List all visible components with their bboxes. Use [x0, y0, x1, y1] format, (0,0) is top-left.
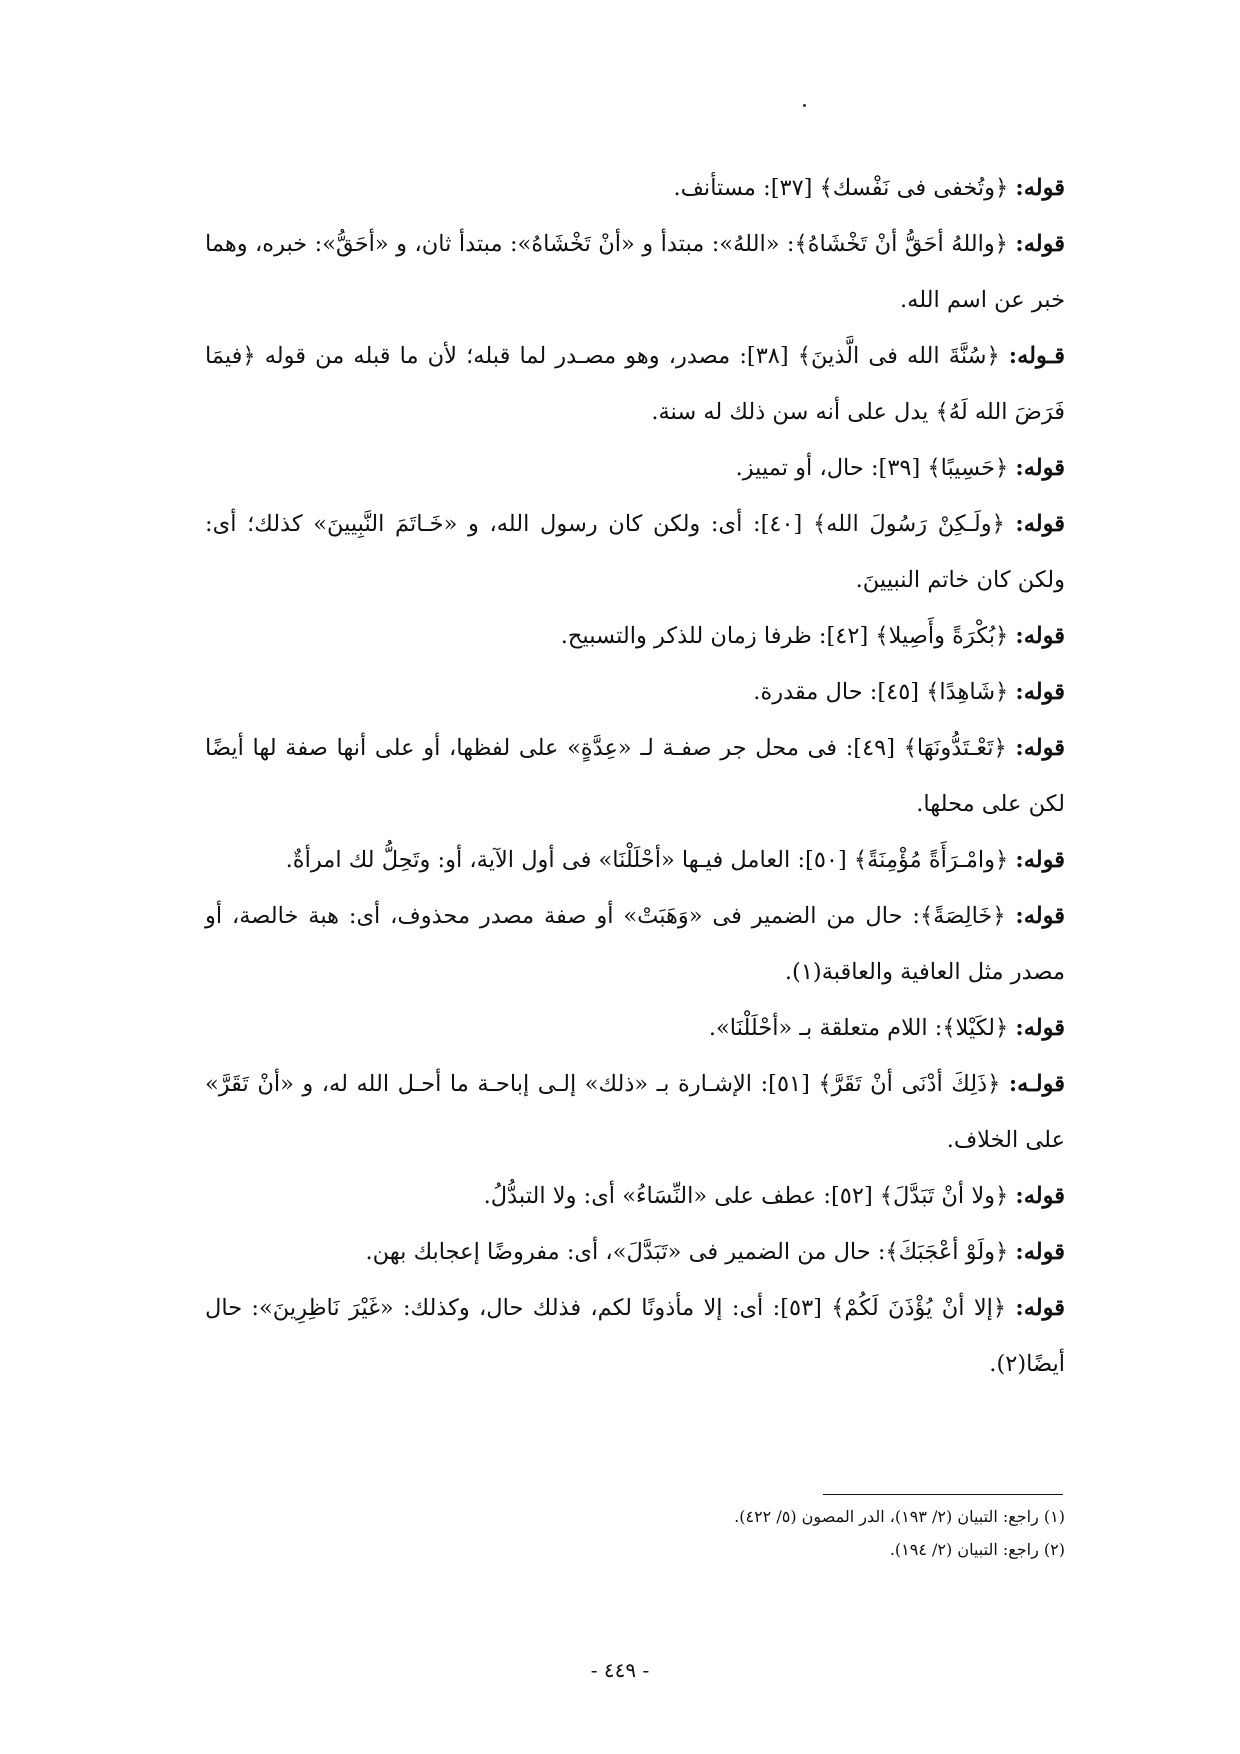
entry-text: ﴿وتُخفى فى نَفْسك﴾ [٣٧]: مستأنف.	[673, 175, 1009, 201]
entry-text: ﴿ولا أنْ تَبَدَّلَ﴾ [٥٢]: عطف على «النِّسَاءُ» أى: ولا التبدُّلُ.	[483, 1183, 1009, 1209]
entry-keyword: قوله:	[1015, 1239, 1065, 1265]
entry-keyword: قوله:	[1015, 623, 1065, 649]
entry-text: ﴿ولَـكِنْ رَسُولَ الله﴾ [٤٠]: أى: ولكن كان رسول الله، و «خَـاتَمَ النَّبِيينَ» كذلك؛ أى: ولكن كان خاتم النبيينَ.	[205, 511, 1065, 593]
entry-text: ﴿بُكْرَةً وأَصِيلا﴾ [٤٢]: ظرفا زمان للذكر والتسبيح.	[560, 623, 1009, 649]
footnotes	[205, 1500, 1065, 1566]
commentary-entry	[205, 608, 1065, 664]
commentary-entry	[205, 1280, 1065, 1392]
commentary-entry	[205, 1000, 1065, 1056]
page-number: - ٤٤٩ -	[590, 1658, 650, 1682]
entry-text: ﴿لكَيْلا﴾: اللام متعلقة بـ «أحْلَلْنَا».	[708, 1015, 1009, 1041]
entry-keyword: قوله:	[1015, 679, 1065, 705]
entry-text: ﴿واللهُ أحَقُّ أنْ تَخْشَاهُ﴾: «اللهُ»: مبتدأ و «أنْ تَخْشَاهُ»: مبتدأ ثان، و «أحَقُّ»: خبره، وهما خبر عن اسم الله.	[205, 231, 1065, 313]
entry-keyword: قوله:	[1015, 1183, 1065, 1209]
entry-text: ﴿سُنَّةَ الله فى الَّذينَ﴾ [٣٨]: مصدر، وهو مصـدر لما قبله؛ لأن ما قبله من قوله ﴿فيمَا فَرَضَ الله لَهُ﴾ يدل على أنه سن ذلك له سنة.	[205, 343, 1065, 425]
footnote-separator	[823, 1494, 1063, 1495]
entry-text: ﴿ذَلِكَ أدْنَى أنْ تَقَرَّ﴾ [٥١]: الإشـارة بـ «ذلك» إلـى إباحـة ما أحـل الله له، و «أنْ تَقَرَّ» على الخلاف.	[205, 1071, 1065, 1153]
entry-text: ﴿إلا أنْ يُؤْذَنَ لَكُمْ﴾ [٥٣]: أى: إلا مأذونًا لكم، فذلك حال، وكذلك: «غَيْرَ نَاظِرِينَ»: حال أيضًا(٢).	[205, 1295, 1065, 1377]
commentary-entry	[205, 440, 1065, 496]
entry-keyword: قوله:	[1015, 175, 1065, 201]
scan-speck	[803, 104, 806, 107]
entry-keyword: قوله:	[1015, 1015, 1065, 1041]
commentary-entry	[205, 1224, 1065, 1280]
entry-keyword: قـوله:	[1008, 343, 1065, 369]
entry-keyword: قوله:	[1015, 511, 1066, 537]
commentary-entry	[205, 496, 1065, 608]
commentary-entry	[205, 832, 1065, 888]
entry-keyword: قوله:	[1015, 903, 1065, 929]
entry-keyword: قوله:	[1015, 455, 1065, 481]
commentary-entry	[205, 1056, 1065, 1168]
entry-keyword: قوله:	[1015, 847, 1065, 873]
commentary-entry	[205, 664, 1065, 720]
entry-text: ﴿ولَوْ أعْجَبَكَ﴾: حال من الضمير فى «تَبَدَّلَ»، أى: مفروضًا إعجابك بهن.	[365, 1239, 1009, 1265]
footnote: (٢) راجع: التبيان (٢/ ١٩٤).	[889, 1540, 1065, 1559]
commentary-entry	[205, 160, 1065, 216]
entry-keyword: قولـه:	[1008, 1071, 1066, 1097]
entry-keyword: قوله:	[1015, 231, 1066, 257]
commentary-entry	[205, 720, 1065, 832]
footnote: (١) راجع: التبيان (٢/ ١٩٣)، الدر المصون (٥/ ٤٢٢).	[734, 1507, 1065, 1526]
commentary-entry	[205, 328, 1065, 440]
entry-text: ﴿شَاهِدًا﴾ [٤٥]: حال مقدرة.	[753, 679, 1009, 705]
commentary-entry	[205, 1168, 1065, 1224]
commentary-entry	[205, 888, 1065, 1000]
entry-text: ﴿وامْـرَأَةً مُؤْمِنَةً﴾ [٥٠]: العامل فيـها «أحْلَلْنَا» فى أول الآية، أو: وتَحِلُّ لك امرأةٌ.	[285, 847, 1009, 873]
entry-text: ﴿خَالِصَةً﴾: حال من الضمير فى «وَهَبَتْ» أو صفة مصدر محذوف، أى: هبة خالصة، أو مصدر مثل العافية والعاقبة(١).	[205, 903, 1065, 985]
entry-text: ﴿تَعْـتَدُّونَهَا﴾ [٤٩]: فى محل جر صفـة لـ «عِدَّةٍ» على لفظها، أو على أنها صفة لها أيضًا لكن على محلها.	[205, 735, 1065, 817]
entry-keyword: قوله:	[1015, 735, 1066, 761]
commentary-body	[205, 160, 1065, 1392]
entry-keyword: قوله:	[1015, 1295, 1066, 1321]
commentary-entry	[205, 216, 1065, 328]
entry-text: ﴿حَسِيبًا﴾ [٣٩]: حال، أو تمييز.	[735, 455, 1009, 481]
